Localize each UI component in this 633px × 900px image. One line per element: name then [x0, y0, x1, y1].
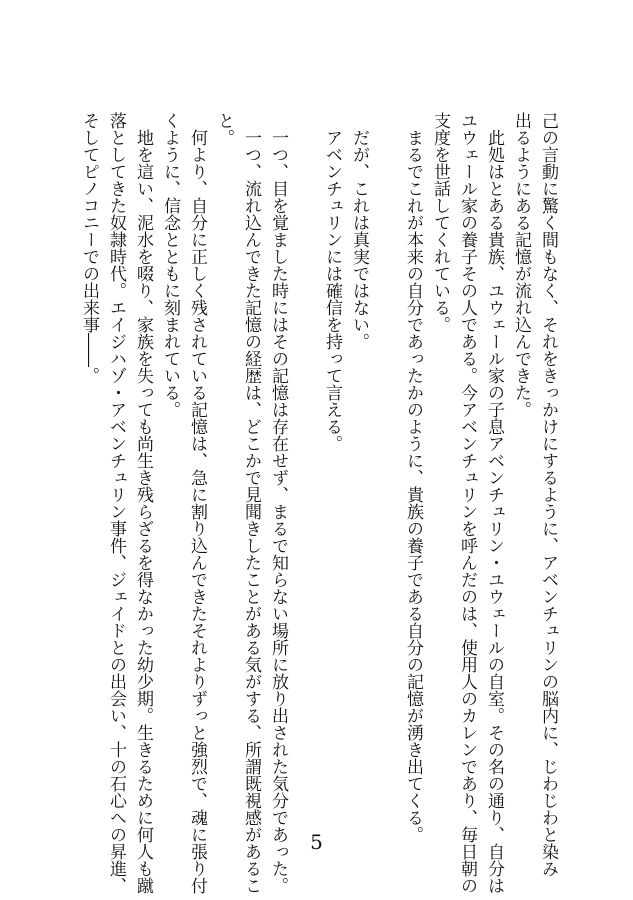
- text-line: くように、信念とともに刻まれている。: [160, 112, 180, 418]
- text-line: まるでこれが本来の自分であったかのように、貴族の養子である自分の記憶が湧き出てくる。: [403, 112, 423, 843]
- text-line: ユウェール家の養子その人である。今アベンチュリンを呼んだのは、使用人のカレンであり、毎日朝の: [457, 112, 477, 894]
- text-line: アベンチュリンには確信を持って言える。: [322, 112, 342, 452]
- text-line: 此処はとある貴族、ユウェール家の子息アベンチュリン・ユウェールの自室。その名の通り、自分は: [484, 112, 504, 894]
- blank-line: [372, 112, 399, 812]
- text-line: 出るようにある記憶が流れ込んできた。: [511, 112, 531, 418]
- text-line: 何より、自分に正しく残されている記憶は、急に割り込んできたそれよりずっと強烈で、魂に張り付: [187, 112, 207, 894]
- page-number: 5: [310, 830, 323, 854]
- text-line: 一つ、目を覚ました時にはその記憶は存在せず、まるで知らない場所に放り出された気分であった。: [268, 112, 288, 894]
- blank-line: [291, 112, 318, 812]
- body-text: [75, 112, 561, 894]
- text-line: 落としてきた奴隷時代。エイジハゾ・アベンチュリン事件、ジェイドとの出会い、十の石心への昇進、: [106, 112, 126, 894]
- text-line: だが、これは真実ではない。: [349, 112, 369, 350]
- text-line: 支度を世話してくれている。: [430, 112, 450, 333]
- text-line: 己の言動に驚く間もなく、それをきっかけにするように、アベンチュリンの脳内に、じわじわと染み: [538, 112, 558, 877]
- text-line: と。: [214, 112, 234, 146]
- text-line: 一つ、流れ込んできた記憶の経歴は、どこかで見聞きしたことがある気がする、所謂既視感があるこ: [241, 112, 261, 894]
- text-line: そしてピノコニーでの出来事――。: [79, 112, 99, 384]
- text-line: 地を這い、泥水を啜り、家族を失っても尚生き残らざるを得なかった幼少期。生きるために何人も蹴: [133, 112, 153, 894]
